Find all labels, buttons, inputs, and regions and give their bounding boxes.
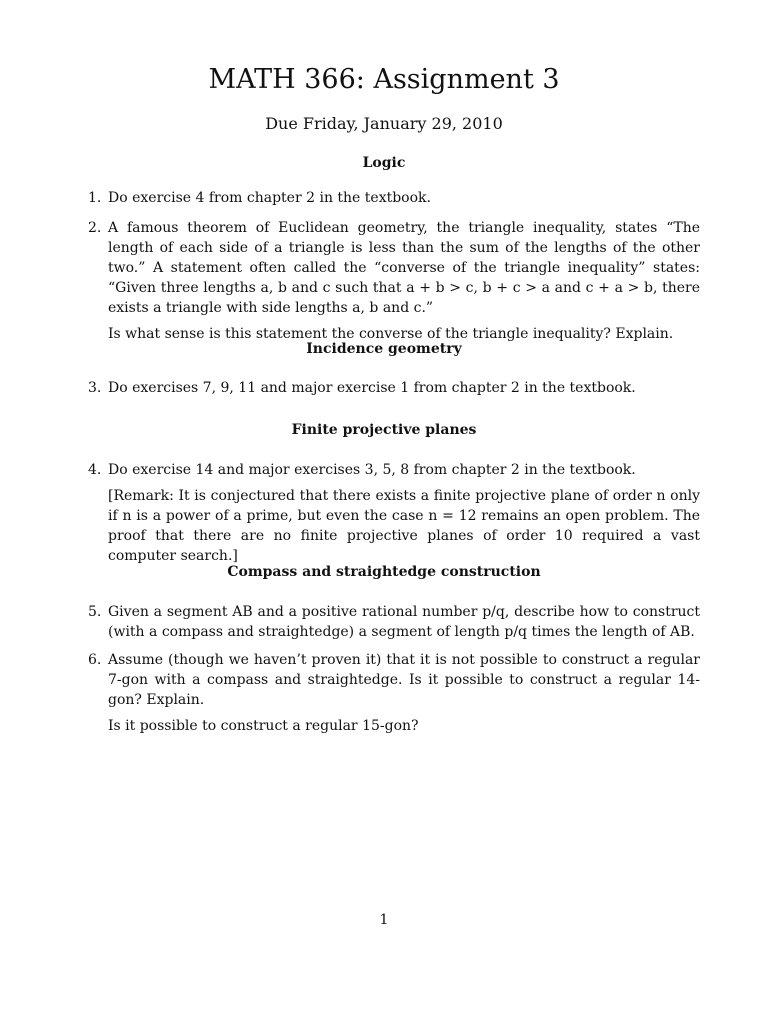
problem-4 bbox=[88, 460, 700, 566]
problem-2 bbox=[88, 218, 700, 344]
problem-text: Do exercise 14 and major exercises 3, 5, 8 from chapter 2 in the textbook. bbox=[108, 462, 636, 478]
problem-number: 6. bbox=[88, 652, 102, 668]
page-number: 1 bbox=[379, 912, 389, 928]
problem-5 bbox=[88, 602, 700, 642]
section-heading-incidence: Incidence geometry bbox=[306, 341, 462, 357]
problem-remark: [Remark: It is conjectured that there exists a finite projective plane of order n only if n is a power of a prime, but even the case n = 12 remains an open problem. The proof that there are no finite projective planes of order 10 required a vast computer search.] bbox=[108, 488, 700, 564]
problem-text: Given a segment AB and a positive rational number p/q, describe how to construct (with a compass and straightedge) a segment of length p/q times the length of AB. bbox=[108, 604, 700, 640]
problem-followup: Is it possible to construct a regular 15-gon? bbox=[108, 718, 419, 734]
section-heading-compass: Compass and straightedge construction bbox=[227, 564, 541, 580]
due-date: Due Friday, January 29, 2010 bbox=[265, 114, 503, 133]
problem-text: Do exercise 4 from chapter 2 in the textbook. bbox=[108, 190, 431, 206]
problem-3 bbox=[88, 378, 700, 398]
problem-number: 4. bbox=[88, 462, 102, 478]
problem-text: Assume (though we haven’t proven it) that it is not possible to construct a regular 7-gon with a compass and straightedge. Is it possible to construct a regular 14-gon? Explain. bbox=[108, 652, 700, 708]
problem-6 bbox=[88, 650, 700, 736]
section-heading-finite: Finite projective planes bbox=[291, 422, 477, 438]
problem-number: 2. bbox=[88, 220, 102, 236]
section-heading-logic: Logic bbox=[362, 155, 406, 171]
problem-followup: Is what sense is this statement the converse of the triangle inequality? Explain. bbox=[108, 326, 674, 342]
problem-number: 5. bbox=[88, 604, 102, 620]
page-title: MATH 366: Assignment 3 bbox=[208, 64, 560, 95]
problem-number: 1. bbox=[88, 190, 102, 206]
problem-text: Do exercises 7, 9, 11 and major exercise 1 from chapter 2 in the textbook. bbox=[108, 380, 636, 396]
problem-1 bbox=[88, 188, 700, 208]
problem-number: 3. bbox=[88, 380, 102, 396]
problem-text: A famous theorem of Euclidean geometry, the triangle inequality, states “The length of each side of a triangle is less than the sum of the lengths of the other two.” A statement often called the “converse of the triangle inequality” states: “Given three lengths a, b and c such that a + b > c, b + c > a and c + a > b, there exists a triangle with side lengths a, b and c.” bbox=[108, 220, 700, 316]
